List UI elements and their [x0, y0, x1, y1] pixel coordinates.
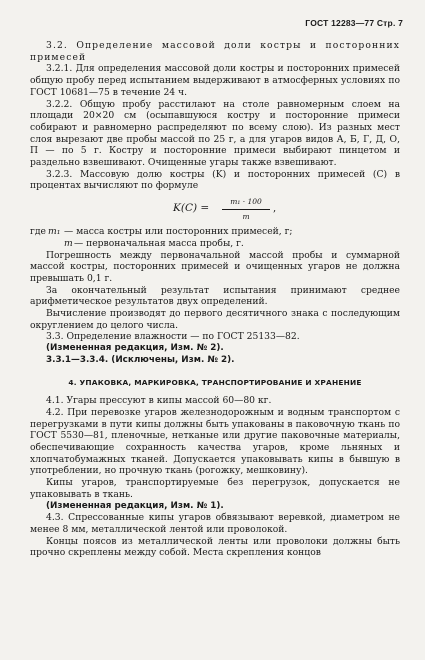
paragraph-calculation: Вычисление производят до первого десятичного знака с последующим округлением до целого числа. — [30, 308, 400, 331]
amendment-note: 3.3.1—3.3.4. (Исключены, Изм. № 2). — [46, 354, 235, 365]
page-content — [30, 40, 400, 559]
page-header: ГОСТ 12283—77 Стр. 7 — [305, 18, 403, 28]
formula — [30, 194, 400, 224]
amendment-note: (Измененная редакция, Изм. № 2). — [46, 343, 224, 354]
paragraph-3-2-3: 3.2.3. Массовую долю костры (K) и посторонних примесей (C) в процентах вычисляют по формуле — [30, 168, 400, 192]
formula-lhs: K(C) = — [173, 202, 210, 215]
definition-variable: m₁ — [48, 226, 61, 238]
paragraph-4-3: 4.3. Спрессованные кипы угаров обвязывают веревкой, диаметром не менее 8 мм, металлической лентой или проволокой. — [30, 512, 400, 535]
paragraph-3-2-1: 3.2.1. Для определения массовой доли костры и посторонних примесей общую пробу перед испытанием выдерживают в атмосферных условиях по ГОСТ 10681—75 в течение 24 ч. — [30, 63, 400, 98]
paragraph-3-2-2: 3.2.2. Общую пробу расстилают на столе равномерным слоем на площади 20×20 см (осыпавшуюся кострy и посторонние примеси собирают и равномерно распределяют по всему слою). Из разных мест слоя вырезают две пробы массой по 25 г, а для угаров видов А, Б, Г, Д, О, П — по 5 г. Костру и посторонние примеси выбирают пинцетом и раздельно взвешивают. Очищенные угары также взвешивают. — [30, 98, 400, 169]
definition-m — [30, 238, 400, 250]
paragraph-4-3-continued: Концы поясов из металлической ленты или проволоки должны быть прочно скреплены между собой. Места скрепления концов — [30, 535, 400, 559]
definition-text: — первоначальная масса пробы, г. — [74, 237, 244, 249]
paragraph-result: За окончательный результат испытания принимают среднее арифметическое результатов двух определений. — [30, 284, 400, 308]
section-4-title: 4. УПАКОВКА, МАРКИРОВКА, ТРАНСПОРТИРОВАНИЕ И ХРАНЕНИЕ — [68, 377, 362, 387]
section-3-2-heading: 3.2. Определение массовой доли костры и посторонних примесей — [30, 40, 400, 63]
paragraph-4-2: 4.2. При перевозке угаров железнодорожным и водным транспортом с перегрузками в пути кипы должны быть упакованы в паковочную ткань по ГОСТ 5530—81, пленочные, нетканые или другие паковочные материалы, обеспечивающие сохранность качества угаров, кроме льняных и хлопчатобумажных тканей. Допускается упаковывать кипы в бывшую в употреблении, но прочную ткань (рогожку, мешковину). — [30, 406, 400, 477]
amendment-note: (Измененная редакция, Изм. № 1). — [46, 500, 224, 511]
formula-trail: , — [273, 203, 277, 215]
definition-prefix: где — [30, 226, 46, 238]
paragraph-4-1: 4.1. Угары прессуют в кипы массой 60—80 кг. — [46, 395, 272, 407]
paragraph-3-3: 3.3. Определение влажности — по ГОСТ 25133—82. — [46, 331, 300, 343]
definition-text: — масса костры или посторонних примесей, г; — [64, 226, 293, 238]
paragraph-error: Погрешность между первоначальной массой пробы и суммарной массой костры, посторонних примесей и очищенных угаров не должна превышать 0,1 г. — [30, 249, 400, 284]
formula-fraction — [222, 196, 270, 222]
formula-numerator: m₁ · 100 — [222, 196, 270, 210]
paragraph-4-2-continued: Кипы угаров, транспортируемые без перегрузок, допускается не упаковывать в ткань. — [30, 477, 400, 500]
definition-variable: m — [64, 237, 73, 249]
formula-denominator: m — [242, 211, 250, 221]
definition-m1 — [30, 226, 400, 238]
